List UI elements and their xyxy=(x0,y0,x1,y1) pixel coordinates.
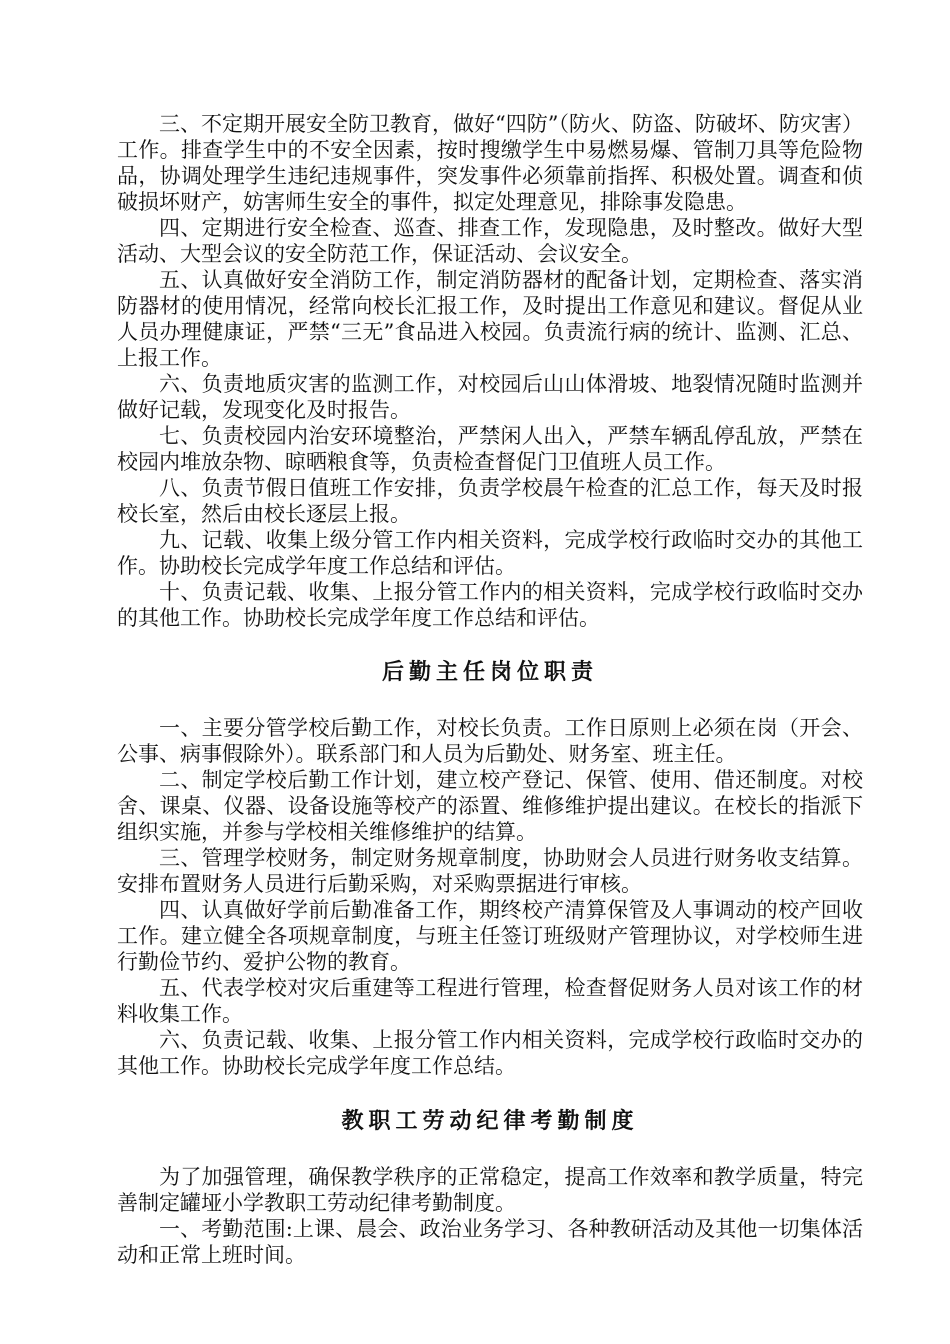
paragraph: 二、制定学校后勤工作计划，建立校产登记、保管、使用、借还制度。对校舍、课桌、仪器、设备设施等校产的添置、维修维护提出建议。在校长的指派下组织实施，并参与学校相关维修维护的结算。 xyxy=(117,768,863,844)
paragraph: 四、定期进行安全检查、巡查、排查工作，发现隐患，及时整改。做好大型活动、大型会议的安全防范工作，保证活动、会议安全。 xyxy=(117,216,863,266)
paragraph: 为了加强管理，确保教学秩序的正常稳定，提高工作效率和教学质量，特完善制定罐垭小学教职工劳动纪律考勤制度。 xyxy=(117,1165,863,1215)
paragraph: 七、负责校园内治安环境整治，严禁闲人出入，严禁车辆乱停乱放，严禁在校园内堆放杂物、晾晒粮食等，负责检查督促门卫值班人员工作。 xyxy=(117,424,863,474)
paragraph: 一、主要分管学校后勤工作，对校长负责。工作日原则上必须在岗（开会、公事、病事假除外）。联系部门和人员为后勤处、财务室、班主任。 xyxy=(117,716,863,766)
section-security-duties xyxy=(117,111,863,631)
section-logistics-duties xyxy=(117,715,863,1079)
paragraph: 六、负责记载、收集、上报分管工作内相关资料，完成学校行政临时交办的其他工作。协助校长完成学年度工作总结。 xyxy=(117,1028,863,1078)
section-heading-logistics-director: 后勤主任岗位职责 xyxy=(381,660,598,685)
paragraph: 六、负责地质灾害的监测工作，对校园后山山体滑坡、地裂情况随时监测并做好记载，发现变化及时报告。 xyxy=(117,372,863,422)
paragraph: 三、管理学校财务，制定财务规章制度，协助财会人员进行财务收支结算。安排布置财务人员进行后勤采购，对采购票据进行审核。 xyxy=(117,846,863,896)
paragraph: 四、认真做好学前后勤准备工作，期终校产清算保管及人事调动的校产回收工作。建立健全各项规章制度，与班主任签订班级财产管理协议，对学校师生进行勤俭节约、爱护公物的教育。 xyxy=(117,898,863,974)
paragraph: 九、记载、收集上级分管工作内相关资料，完成学校行政临时交办的其他工作。协助校长完成学年度工作总结和评估。 xyxy=(117,528,863,578)
paragraph: 三、不定期开展安全防卫教育，做好“四防”（防火、防盗、防破坏、防灾害）工作。排查学生中的不安全因素，按时搜缴学生中易燃易爆、管制刀具等危险物品，协调处理学生违纪违规事件，突发事件必须靠前指挥、积极处置。调查和侦破损坏财产，妨害师生安全的事件，拟定处理意见，排除事发隐患。 xyxy=(117,112,863,214)
document-page xyxy=(117,111,863,1268)
paragraph: 十、负责记载、收集、上报分管工作内的相关资料，完成学校行政临时交办的其他工作。协助校长完成学年度工作总结和评估。 xyxy=(117,580,863,630)
paragraph: 一、考勤范围:上课、晨会、政治业务学习、各种教研活动及其他一切集体活动和正常上班时间。 xyxy=(117,1217,863,1267)
paragraph: 五、代表学校对灾后重建等工程进行管理，检查督促财务人员对该工作的材料收集工作。 xyxy=(117,976,863,1026)
paragraph: 八、负责节假日值班工作安排，负责学校晨午检查的汇总工作，每天及时报校长室，然后由校长逐层上报。 xyxy=(117,476,863,526)
section-heading-attendance-rules: 教职工劳动纪律考勤制度 xyxy=(341,1109,639,1134)
paragraph: 五、认真做好安全消防工作，制定消防器材的配备计划，定期检查、落实消防器材的使用情况，经常向校长汇报工作，及时提出工作意见和建议。督促从业人员办理健康证，严禁“三无”食品进入校园。负责流行病的统计、监测、汇总、上报工作。 xyxy=(117,268,863,370)
section-attendance-rules xyxy=(117,1164,863,1268)
